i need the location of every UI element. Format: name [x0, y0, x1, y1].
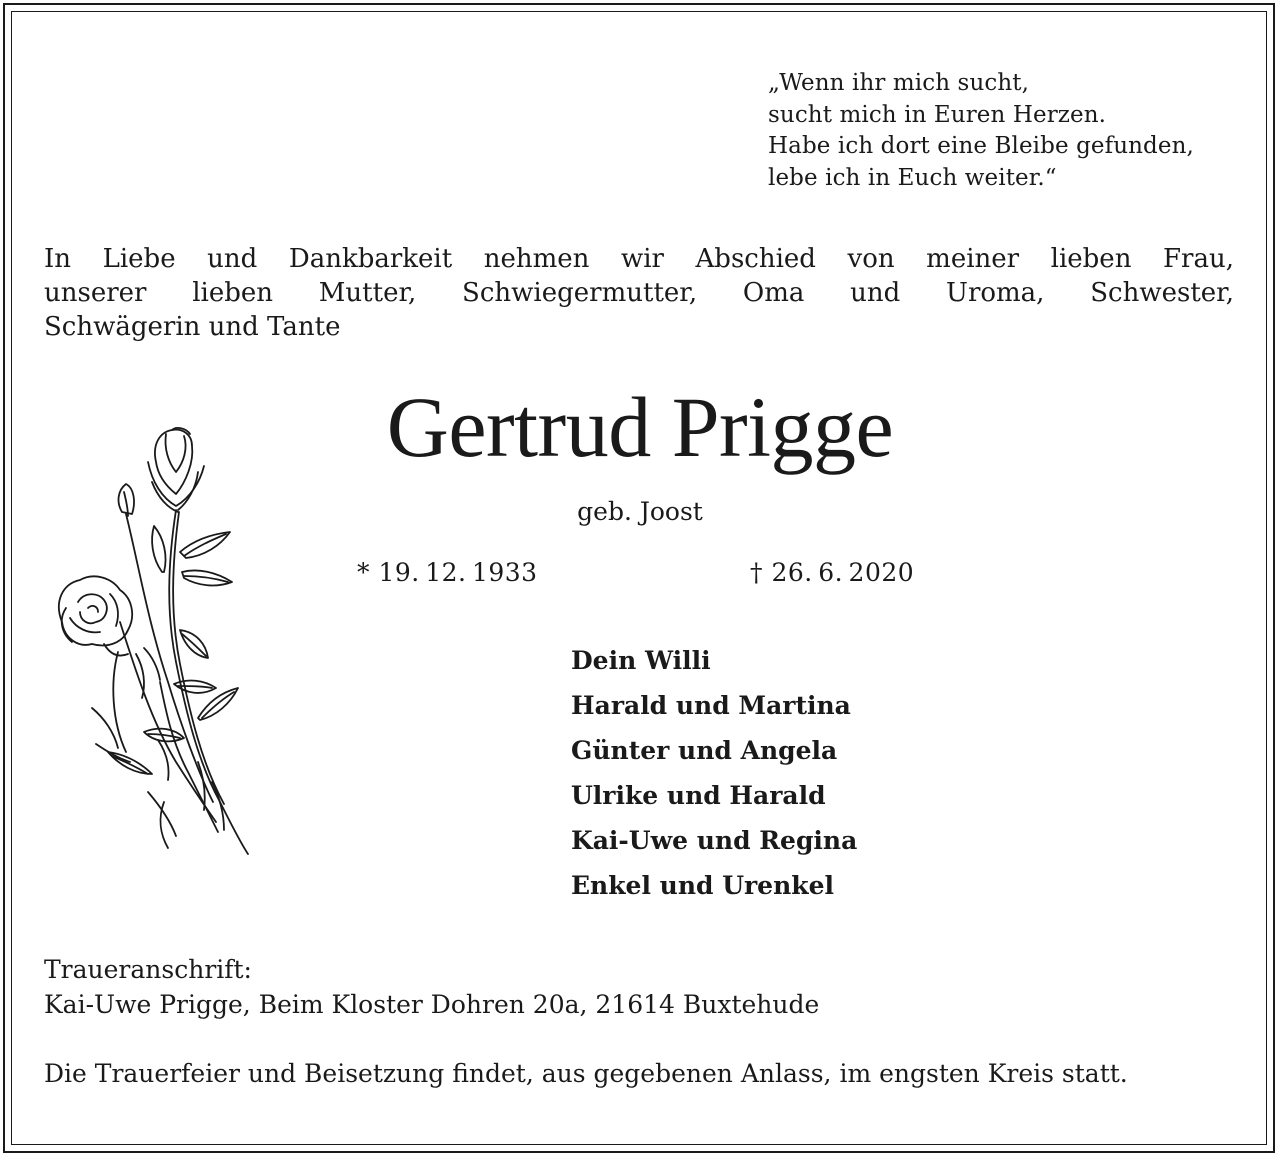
signers-list [571, 638, 857, 908]
signer: Enkel und Urenkel [571, 871, 834, 900]
mourning-address [44, 952, 819, 1022]
rose-drawing-icon [48, 422, 258, 862]
signer: Ulrike und Harald [571, 781, 826, 810]
intro-line: Schwägerin und Tante [44, 312, 341, 342]
maiden-name: geb. Joost [577, 497, 703, 526]
signer: Dein Willi [571, 646, 711, 675]
intro-line: unserer lieben Mutter, Schwiegermutter, Oma und Uroma, Schwester, [44, 278, 1234, 308]
intro-line: In Liebe und Dankbarkeit nehmen wir Abschied von meiner lieben Frau, [44, 244, 1234, 274]
signer: Kai-Uwe und Regina [571, 826, 858, 855]
ceremony-note: Die Trauerfeier und Beisetzung findet, aus gegebenen Anlass, im engsten Kreis statt. [44, 1059, 1128, 1088]
poem-line: lebe ich in Euch weiter.“ [768, 164, 1057, 191]
death-date: † 26. 6. 2020 [750, 558, 915, 587]
signer: Günter und Angela [571, 736, 838, 765]
poem-line: „Wenn ihr mich sucht, [768, 70, 1030, 96]
signer: Harald und Martina [571, 691, 851, 720]
poem-quote [768, 68, 1248, 194]
poem-line: sucht mich in Euren Herzen. [768, 101, 1107, 128]
deceased-name: Gertrud Prigge [386, 379, 894, 475]
address-label: Traueranschrift: [44, 955, 252, 984]
address-value: Kai-Uwe Prigge, Beim Kloster Dohren 20a, 21614 Buxtehude [44, 990, 820, 1019]
birth-date: * 19. 12. 1933 [357, 558, 538, 587]
poem-line: Habe ich dort eine Bleibe gefunden, [768, 133, 1194, 159]
intro-text [44, 242, 1234, 344]
